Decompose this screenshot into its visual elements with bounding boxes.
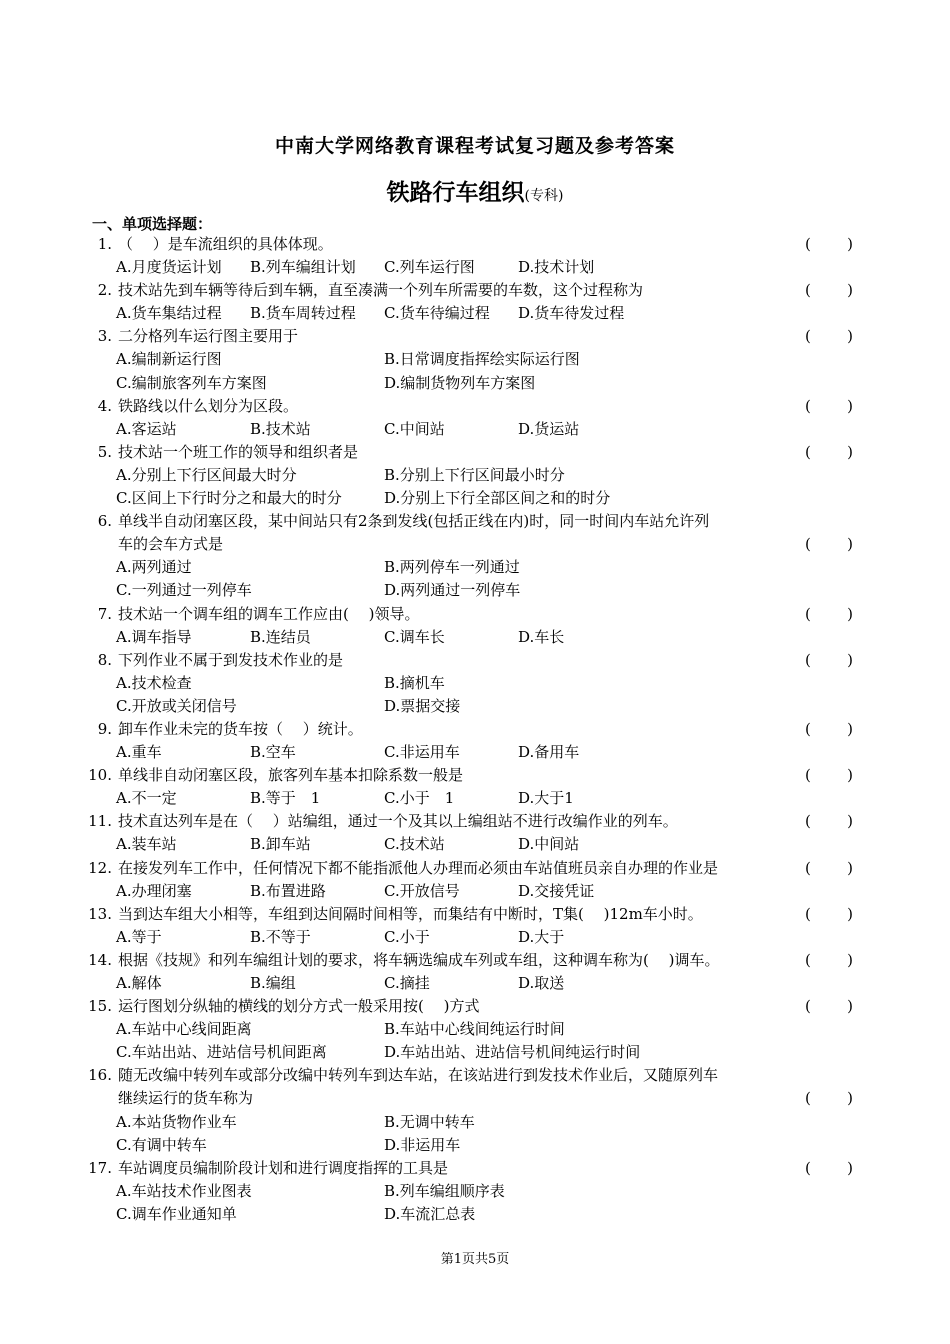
- question-number: 5.: [97, 442, 112, 461]
- question-text: 单线半自动闭塞区段，某中间站只有2条到发线(包括正线在内)时，同一时间内车站允许列: [118, 512, 710, 531]
- question-line: [0, 533, 950, 556]
- question-text: 根据《技规》和列车编组计划的要求，将车辆选编成车列或车组，这种调车称为( )调车。: [118, 950, 720, 969]
- answer-blank[interactable]: [805, 949, 853, 972]
- options-row: [0, 418, 950, 441]
- question-number: 2.: [97, 281, 112, 300]
- question-item: [0, 718, 950, 764]
- options-row: [0, 1018, 950, 1041]
- options-row: [0, 787, 950, 810]
- question-item: [0, 764, 950, 810]
- question-text: 运行图划分纵轴的横线的划分方式一般采用按( )方式: [118, 997, 480, 1016]
- option[interactable]: A.重车: [116, 743, 162, 762]
- answer-paren-close: ): [847, 1158, 853, 1177]
- options-row: [0, 348, 950, 371]
- answer-paren-open: (: [805, 650, 811, 669]
- question-line: [0, 1087, 950, 1110]
- question-number: 12.: [88, 858, 112, 877]
- question-line: [0, 857, 950, 880]
- options-row: [0, 926, 950, 949]
- option[interactable]: D.非运用车: [384, 1135, 461, 1154]
- question-list: [0, 233, 950, 1226]
- option[interactable]: D.编制货物列车方案图: [384, 373, 536, 392]
- option[interactable]: B.空车: [250, 743, 296, 762]
- options-row: [0, 695, 950, 718]
- answer-blank[interactable]: [805, 995, 853, 1018]
- answer-paren-close: ): [847, 650, 853, 669]
- option[interactable]: D.车长: [518, 627, 565, 646]
- options-row: [0, 1180, 950, 1203]
- option[interactable]: C.区间上下行时分之和最大的时分: [116, 489, 342, 508]
- question-text: 技术站一个调车组的调车工作应由( )领导。: [118, 604, 420, 623]
- question-line: [0, 279, 950, 302]
- option[interactable]: A.车站中心线间距离: [116, 1020, 252, 1039]
- answer-blank[interactable]: [805, 533, 853, 556]
- question-text: 技术站先到车辆等待后到车辆，直至凑满一个列车所需要的车数，这个过程称为: [118, 281, 644, 300]
- option[interactable]: C.技术站: [384, 835, 445, 854]
- question-text: 当到达车组大小相等，车组到达间隔时间相等，而集结有中断时，T集( )12m车小时。: [118, 904, 703, 923]
- question-number: 11.: [88, 812, 112, 831]
- answer-paren-open: (: [805, 812, 811, 831]
- question-number: 3.: [97, 327, 112, 346]
- answer-paren-close: ): [847, 327, 853, 346]
- question-text: 在接发列车工作中，任何情况下都不能指派他人办理而必须由车站值班员亲自办理的作业是: [118, 858, 719, 877]
- document-title: 中南大学网络教育课程考试复习题及参考答案: [274, 135, 675, 157]
- answer-paren-close: ): [847, 766, 853, 785]
- question-text: 铁路线以什么划分为区段。: [118, 396, 299, 415]
- answer-blank[interactable]: [805, 395, 853, 418]
- question-number: 8.: [97, 650, 112, 669]
- question-text: 二分格列车运行图主要用于: [118, 327, 299, 346]
- option[interactable]: C.调车长: [384, 627, 445, 646]
- question-item: [0, 325, 950, 394]
- answer-blank[interactable]: [805, 857, 853, 880]
- option[interactable]: D.技术计划: [518, 258, 595, 277]
- answer-paren-close: ): [847, 442, 853, 461]
- question-text: 随无改编中转列车或部分改编中转列车到达车站，在该站进行到发技术作业后，又随原列车: [118, 1066, 719, 1085]
- answer-blank[interactable]: [805, 603, 853, 626]
- question-text: 下列作业不属于到发技术作业的是: [118, 650, 344, 669]
- option[interactable]: A.办理闭塞: [116, 881, 192, 900]
- options-row: [0, 372, 950, 395]
- option[interactable]: A.本站货物作业车: [116, 1112, 237, 1131]
- answer-paren-close: ): [847, 812, 853, 831]
- question-item: [0, 903, 950, 949]
- question-text-continued: 继续运行的货车称为: [118, 1089, 254, 1108]
- answer-blank[interactable]: [805, 233, 853, 256]
- answer-paren-open: (: [805, 604, 811, 623]
- options-row: [0, 464, 950, 487]
- question-text: 卸车作业未完的货车按（ ）统计。: [118, 719, 363, 738]
- answer-paren-open: (: [805, 858, 811, 877]
- answer-paren-close: ): [847, 1089, 853, 1108]
- answer-paren-close: ): [847, 235, 853, 253]
- option[interactable]: A.分别上下行区间最大时分: [116, 465, 297, 484]
- answer-paren-close: ): [847, 997, 853, 1016]
- option[interactable]: A.调车指导: [116, 627, 192, 646]
- option[interactable]: C.小于: [384, 927, 430, 946]
- option[interactable]: B.技术站: [250, 419, 311, 438]
- option[interactable]: A.两列通过: [116, 558, 192, 577]
- options-row: [0, 302, 950, 325]
- option[interactable]: C.列车运行图: [384, 258, 475, 277]
- option[interactable]: A.货车集结过程: [116, 304, 222, 323]
- option[interactable]: B.布置进路: [250, 881, 326, 900]
- question-item: [0, 810, 950, 856]
- question-line: [0, 764, 950, 787]
- answer-paren-open: (: [805, 327, 811, 346]
- option[interactable]: D.货车待发过程: [518, 304, 625, 323]
- question-line: [0, 325, 950, 348]
- question-line: [0, 395, 950, 418]
- answer-paren-open: (: [805, 719, 811, 738]
- question-line: [0, 1064, 950, 1087]
- options-row: [0, 556, 950, 579]
- question-number: 10.: [88, 766, 112, 785]
- option[interactable]: A.车站技术作业图表: [116, 1181, 252, 1200]
- answer-paren-open: (: [805, 281, 811, 300]
- answer-paren-open: (: [805, 950, 811, 969]
- options-row: [0, 579, 950, 602]
- option[interactable]: C.货车待编过程: [384, 304, 490, 323]
- question-item: [0, 649, 950, 718]
- course-level: (专科): [524, 188, 564, 204]
- option[interactable]: C.中间站: [384, 419, 445, 438]
- option[interactable]: B.货车周转过程: [250, 304, 356, 323]
- option[interactable]: D.车站出站、进站信号机间纯运行时间: [384, 1043, 641, 1062]
- answer-paren-close: ): [847, 396, 853, 415]
- answer-blank[interactable]: [805, 441, 853, 464]
- option[interactable]: A.月度货运计划: [116, 258, 222, 277]
- option[interactable]: D.分别上下行全部区间之和的时分: [384, 489, 611, 508]
- question-item: [0, 995, 950, 1064]
- option[interactable]: D.大于1: [518, 789, 574, 808]
- option[interactable]: C.开放或关闭信号: [116, 696, 237, 715]
- option[interactable]: B.分别上下行区间最小时分: [384, 465, 565, 484]
- option[interactable]: B.无调中转车: [384, 1112, 475, 1131]
- question-number: 17.: [88, 1158, 112, 1177]
- question-line: [0, 810, 950, 833]
- question-item: [0, 949, 950, 995]
- option[interactable]: C.小于 1: [384, 789, 455, 808]
- answer-paren-open: (: [805, 396, 811, 415]
- answer-paren-close: ): [847, 719, 853, 738]
- question-line: [0, 1157, 950, 1180]
- option[interactable]: B.不等于: [250, 927, 311, 946]
- answer-blank[interactable]: [805, 764, 853, 787]
- question-item: [0, 279, 950, 325]
- question-number: 7.: [97, 604, 112, 623]
- answer-paren-close: ): [847, 604, 853, 623]
- question-item: [0, 510, 950, 602]
- option[interactable]: C.摘挂: [384, 974, 430, 992]
- options-row: [0, 256, 950, 279]
- answer-paren-close: ): [847, 950, 853, 969]
- option[interactable]: D.票据交接: [384, 696, 461, 715]
- question-text: 车站调度员编制阶段计划和进行调度指挥的工具是: [118, 1158, 449, 1177]
- option[interactable]: A.编制新运行图: [116, 350, 222, 369]
- answer-paren-close: ): [847, 281, 853, 300]
- option[interactable]: B.列车编组顺序表: [384, 1181, 505, 1200]
- option[interactable]: A.技术检查: [116, 673, 192, 692]
- question-item: [0, 441, 950, 510]
- answer-paren-close: ): [847, 858, 853, 877]
- answer-paren-open: (: [805, 1089, 811, 1108]
- question-item: [0, 395, 950, 441]
- course-name: 铁路行车组织: [386, 179, 525, 206]
- question-line: [0, 903, 950, 926]
- option[interactable]: B.日常调度指挥绘实际运行图: [384, 350, 580, 369]
- option[interactable]: C.一列通过一列停车: [116, 581, 252, 600]
- options-row: [0, 1041, 950, 1064]
- option[interactable]: C.有调中转车: [116, 1135, 207, 1154]
- question-number: 4.: [97, 396, 112, 415]
- question-item: [0, 233, 950, 279]
- answer-blank[interactable]: [805, 279, 853, 302]
- option[interactable]: A.不一定: [116, 789, 177, 808]
- options-row: [0, 972, 950, 995]
- question-text: 技术直达列车是在（ ）站编组，通过一个及其以上编组站不进行改编作业的列车。: [118, 812, 678, 831]
- question-line: [0, 718, 950, 741]
- option[interactable]: C.编制旅客列车方案图: [116, 373, 267, 392]
- options-row: [0, 1203, 950, 1226]
- question-item: [0, 603, 950, 649]
- answer-paren-open: (: [805, 766, 811, 785]
- answer-paren-close: ): [847, 535, 853, 554]
- answer-blank[interactable]: [805, 1087, 853, 1110]
- option[interactable]: C.车站出站、进站信号机间距离: [116, 1043, 327, 1062]
- section-title: 一、单项选择题：: [92, 215, 213, 233]
- option[interactable]: D.备用车: [518, 743, 580, 762]
- option[interactable]: A.装车站: [116, 835, 177, 854]
- option[interactable]: A.解体: [116, 974, 162, 992]
- options-row: [0, 626, 950, 649]
- answer-paren-close: ): [847, 904, 853, 923]
- question-number: 16.: [88, 1066, 112, 1085]
- page-footer: 第1页共5页: [440, 1252, 510, 1267]
- answer-paren-open: (: [805, 535, 811, 554]
- option[interactable]: B.两列停车一列通过: [384, 558, 520, 577]
- question-item: [0, 1157, 950, 1226]
- question-text-continued: 车的会车方式是: [118, 535, 224, 554]
- question-number: 15.: [88, 997, 112, 1016]
- option[interactable]: B.车站中心线间纯运行时间: [384, 1020, 565, 1039]
- question-number: 9.: [97, 719, 112, 738]
- course-title: [0, 174, 950, 207]
- option[interactable]: B.等于 1: [250, 789, 321, 808]
- option[interactable]: A.客运站: [116, 419, 177, 438]
- options-row: [0, 672, 950, 695]
- options-row: [0, 487, 950, 510]
- question-line: [0, 441, 950, 464]
- question-line: [0, 995, 950, 1018]
- option[interactable]: D.两列通过一列停车: [384, 581, 521, 600]
- answer-paren-open: (: [805, 235, 811, 253]
- option[interactable]: B.卸车站: [250, 835, 311, 854]
- question-number: 6.: [97, 512, 112, 531]
- option[interactable]: A.等于: [116, 927, 162, 946]
- question-number: 14.: [88, 950, 112, 969]
- question-number: 1.: [97, 235, 112, 253]
- options-row: [0, 880, 950, 903]
- option[interactable]: B.编组: [250, 974, 296, 992]
- option[interactable]: D.中间站: [518, 835, 580, 854]
- option[interactable]: D.车流汇总表: [384, 1204, 476, 1223]
- question-line: [0, 233, 950, 256]
- answer-paren-open: (: [805, 997, 811, 1016]
- question-text: 单线非自动闭塞区段，旅客列车基本扣除系数一般是: [118, 766, 464, 785]
- option[interactable]: C.非运用车: [384, 743, 460, 762]
- question-line: [0, 949, 950, 972]
- option[interactable]: B.摘机车: [384, 673, 445, 692]
- answer-blank[interactable]: [805, 1157, 853, 1180]
- option[interactable]: D.交接凭证: [518, 881, 595, 900]
- option[interactable]: D.取送: [518, 974, 565, 992]
- answer-paren-open: (: [805, 904, 811, 923]
- answer-blank[interactable]: [805, 649, 853, 672]
- options-row: [0, 833, 950, 856]
- answer-blank[interactable]: [805, 903, 853, 926]
- answer-paren-open: (: [805, 442, 811, 461]
- question-text: 技术站一个班工作的领导和组织者是: [118, 442, 359, 461]
- question-line: [0, 649, 950, 672]
- option[interactable]: D.货运站: [518, 419, 580, 438]
- question-line: [0, 510, 950, 533]
- answer-paren-open: (: [805, 1158, 811, 1177]
- option[interactable]: B.连结员: [250, 627, 311, 646]
- options-row: [0, 1134, 950, 1157]
- option[interactable]: C.调车作业通知单: [116, 1204, 237, 1223]
- option[interactable]: D.大于: [518, 927, 565, 946]
- option[interactable]: B.列车编组计划: [250, 258, 356, 277]
- answer-blank[interactable]: [805, 325, 853, 348]
- option[interactable]: C.开放信号: [384, 881, 460, 900]
- question-item: [0, 1064, 950, 1156]
- answer-blank[interactable]: [805, 810, 853, 833]
- question-line: [0, 603, 950, 626]
- question-text: （ ）是车流组织的具体体现。: [118, 235, 333, 253]
- question-item: [0, 857, 950, 903]
- options-row: [0, 1111, 950, 1134]
- options-row: [0, 741, 950, 764]
- question-number: 13.: [88, 904, 112, 923]
- answer-blank[interactable]: [805, 718, 853, 741]
